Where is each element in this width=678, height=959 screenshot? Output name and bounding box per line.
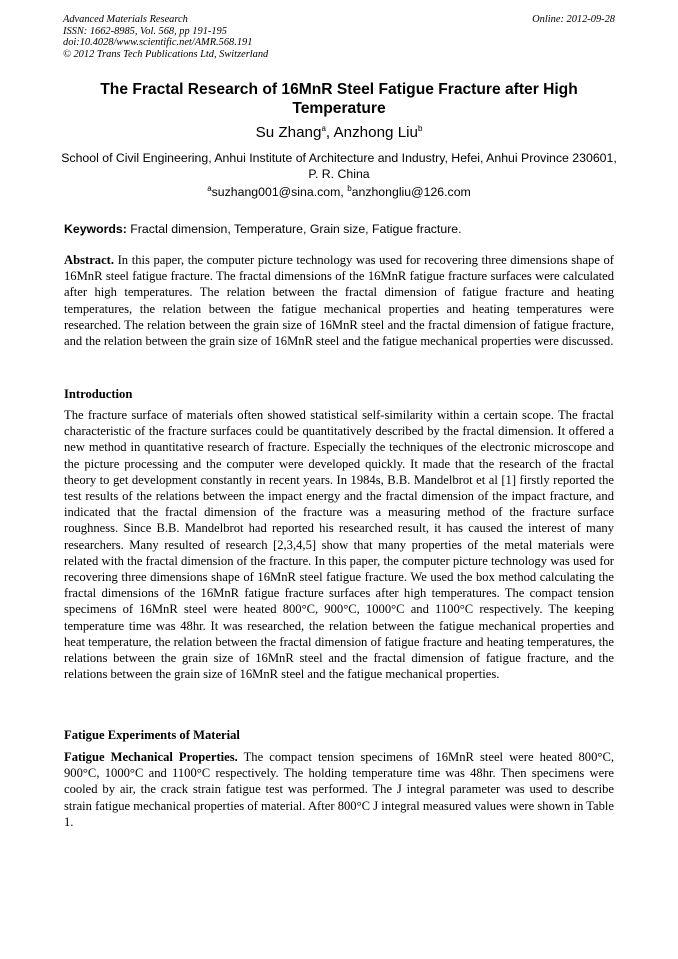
abstract (64, 252, 614, 349)
paper-title: The Fractal Research of 16MnR Steel Fatigue Fracture after High Temperature (100, 81, 578, 117)
online-date: Online: 2012-09-28 (532, 14, 615, 25)
fatigue-text: The compact tension specimens of 16MnR steel were heated 800°C, 900°C, 1000°C and 1100°C respectively. The holding temperature time was 48hr. Then specimens were cooled by air, the crack strain fatigue test was performed. The J integral parameter was used to describe strain fatigue mechanical properties of material. After 800°C J integral measured values were shown in Table 1. (64, 750, 614, 829)
author-superscript: a (321, 123, 326, 133)
keywords-label: Keywords: (64, 222, 127, 236)
author-separator: , (325, 124, 334, 141)
author-name: Anzhong Liu (333, 124, 418, 141)
fatigue-paragraph (64, 749, 614, 830)
affiliation: School of Civil Engineering, Anhui Institute of Architecture and Industry, Hefei, Anhui Province 230601, P. R. China (61, 151, 617, 181)
email-link: suzhang001@sina.com, (211, 185, 348, 199)
fatigue-subheading: Fatigue Mechanical Properties. (64, 750, 238, 764)
email-link: anzhongliu@126.com (351, 185, 471, 199)
author-superscript: b (417, 123, 423, 133)
abstract-label: Abstract. (64, 253, 115, 267)
journal-issn: ISSN: 1662-8985, Vol. 568, pp 191-195 (63, 25, 227, 37)
journal-copyright: © 2012 Trans Tech Publications Ltd, Switzerland (63, 48, 269, 60)
introduction-paragraph: The fracture surface of materials often showed statistical self-similarity within a certain scope. The fractal characteristic of the fracture surfaces could be quantitatively described by the fractal dimension. It offered a new method in quantitative research of fracture. Especially the techniques of the electronic microscope and the picture processing and the computer were developed quickly. It made that the research of the fractal theory to get development constantly in recent years. In 1984s, B.B. Mandelbrot et al [1] firstly reported the test results of the relations between the impact energy and the fractal dimension of the impact fracture, and indicated that the fractal dimension of the fracture was a measuring method of the fracture surface roughness. Since B.B. Mandelbrot had reported his researched result, it has caused the interest of many researchers. Many resulted of research [2,3,4,5] show that many properties of the metal materials were related with the fractal dimension of the fracture. In this paper, the computer picture technology was used for recovering three dimensions shape of 16MnR steel fatigue fracture. We used the box method calculating the fractal dimensions of the 16MnR fatigue fracture surfaces after high temperatures. The compact tension specimens of 16MnR steel were heated 800°C, 900°C, 1000°C and 1100°C respectively. The keeping temperature time was 48hr. It was researched, the relation between the fatigue mechanical properties and heat temperature, the relation between the fractal dimension of fatigue fracture and heating temperatures, the relations between the grain size of 16MnR steel and the fractal dimension of fatigue fracture, and the relations between the grain size of 16MnR steel and the fatigue mechanical properties. (64, 408, 614, 682)
introduction-heading: Introduction (64, 387, 133, 401)
author-list (60, 124, 618, 142)
email-superscript: a (207, 183, 212, 193)
author-emails (60, 184, 618, 200)
abstract-text: In this paper, the computer picture technology was used for recovering three dimensions shape of 16MnR steel fatigue fracture. The fractal dimensions of the 16MnR fatigue fracture surfaces were calculated after high temperatures. The relation between the fractal dimension of fatigue fracture and heating temperatures, the relation between the fatigue mechanical properties and heating temperatures were researched. The relation between the grain size of 16MnR steel and the fractal dimension of fatigue fracture, and the relation between the grain size of 16MnR steel and the fatigue mechanical properties were discussed. (64, 253, 614, 349)
fatigue-section-heading: Fatigue Experiments of Material (64, 728, 240, 742)
author-name: Su Zhang (255, 124, 322, 141)
keywords (64, 221, 614, 237)
keywords-text: Fractal dimension, Temperature, Grain size, Fatigue fracture. (126, 222, 462, 236)
journal-header (63, 14, 268, 60)
journal-doi: doi:10.4028/www.scientific.net/AMR.568.191 (63, 37, 253, 49)
journal-name: Advanced Materials Research (63, 14, 188, 25)
email-superscript: b (347, 183, 352, 193)
